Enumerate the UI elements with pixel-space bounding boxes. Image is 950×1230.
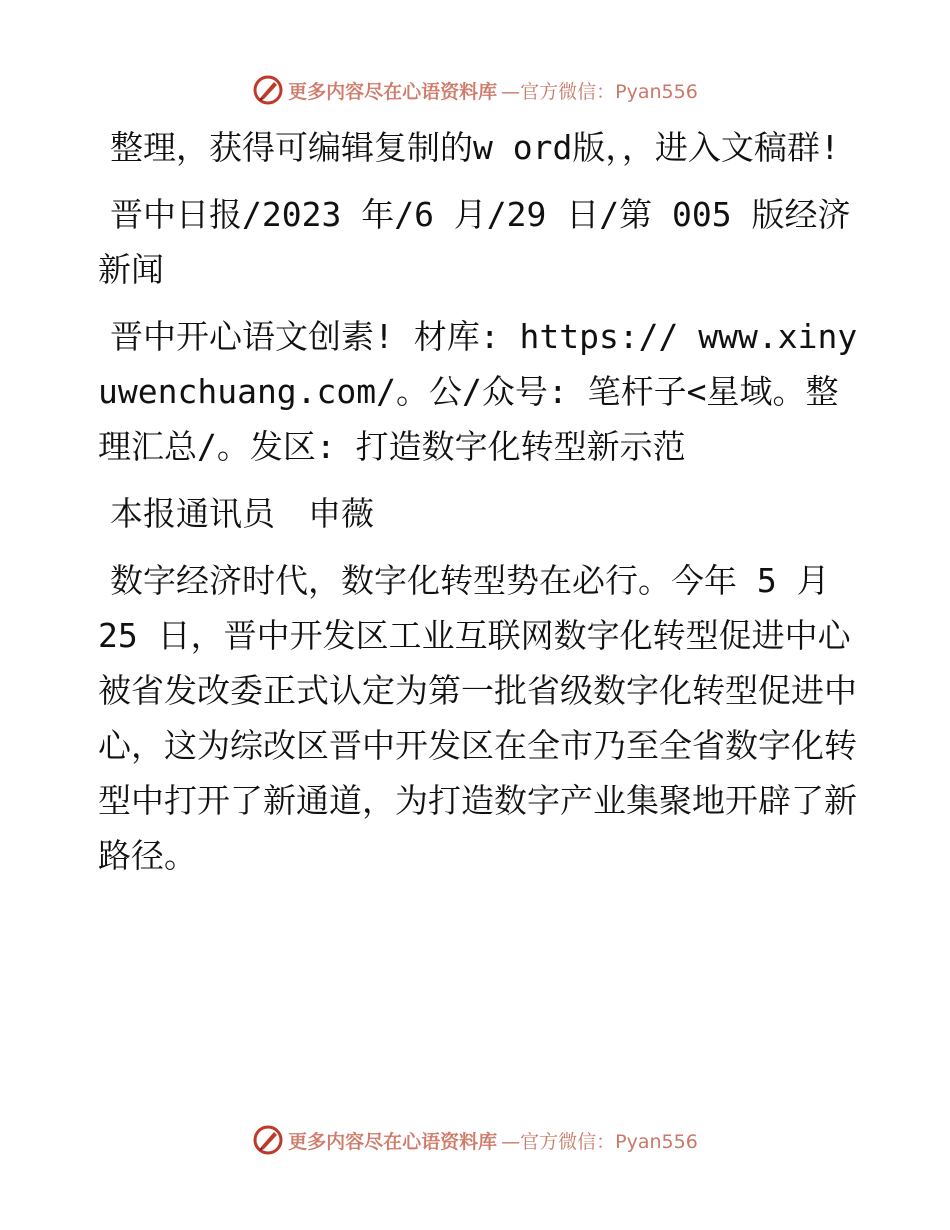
- banner-text: 更多内容尽在心语资料库: [288, 1130, 498, 1153]
- header-banner: [0, 70, 950, 110]
- banner-contact: —官方微信：Pyan556: [501, 1130, 698, 1153]
- banner-contact: —官方微信：Pyan556: [501, 80, 698, 103]
- banner-text: 更多内容尽在心语资料库: [288, 80, 498, 103]
- document-body: [98, 120, 858, 895]
- source-line: 晋中日报/2023 年/6 月/29 日/第 005 版经济新闻: [98, 195, 851, 289]
- headline-paragraph: 晋中开心语文创素! 材库: https:// www.xinyuwenchuang.com/。公/众号: 笔杆子<星域。整理汇总/。发区: 打造数字化转型新示范: [98, 317, 858, 466]
- pen-logo-icon: [252, 74, 284, 106]
- footer-banner: [0, 1120, 950, 1160]
- byline: 本报通讯员 申薇: [110, 494, 374, 533]
- pen-logo-icon: [252, 1124, 284, 1156]
- intro-paragraph: 整理，获得可编辑复制的w ord版，，进入文稿群!: [110, 128, 840, 167]
- body-paragraph: 数字经济时代，数字化转型势在必行。今年 5 月 25 日，晋中开发区工业互联网数字化转型促进中心被省发改委正式认定为第一批省级数字化转型促进中心，这为综改区晋中开发区在全市乃至全省数字化转型中打开了新通道，为打造数字产业集聚地开辟了新路径。: [98, 561, 857, 875]
